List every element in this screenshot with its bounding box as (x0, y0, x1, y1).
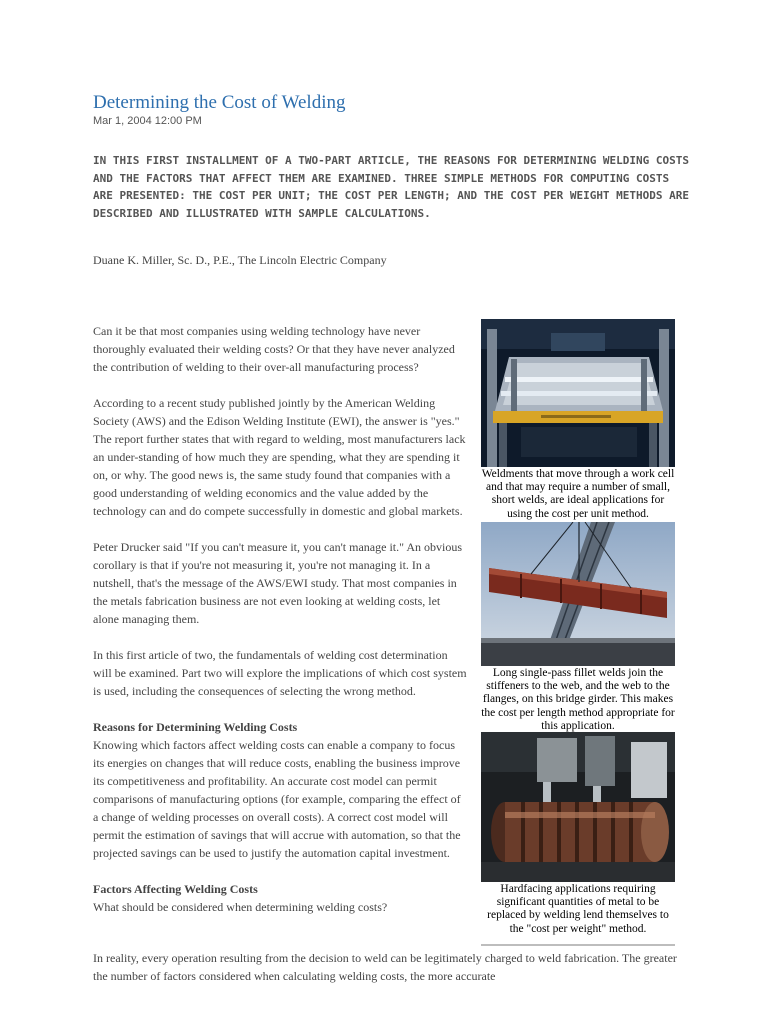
work-cell-photo (481, 319, 675, 467)
figure-work-cell (480, 319, 676, 521)
article-title: Determining the Cost of Welding (93, 92, 346, 113)
body-paragraph: Peter Drucker said "If you can't measure it, you can't manage it." An obvious corollary is that if you're not measuring it, you're not managing it. In a nutshell, that's the message of the AWS/EWI study. That most companies in the metals fabrication business are not even looking at welding costs, let alone managing them. (93, 540, 463, 626)
section-heading: Factors Affecting Welding Costs (93, 882, 258, 896)
section-heading: Reasons for Determining Welding Costs (93, 720, 298, 734)
figure-bridge-girder (480, 522, 676, 733)
figure-hardfacing (480, 732, 676, 936)
body-paragraph: Can it be that most companies using welding technology have never thoroughly evaluated their welding costs? Or that they have never analyzed the contribution of welding to their over-all manufacturing process? (93, 324, 455, 374)
body-paragraph: What should be considered when determining welding costs? (93, 900, 388, 914)
article-body (93, 322, 468, 934)
body-paragraph-wide: In reality, every operation resulting from the decision to weld can be legitimately charged to weld fabrication. The greater the number of factors considered when calculating welding costs, the more accurate (93, 951, 677, 983)
author-byline: Duane K. Miller, Sc. D., P.E., The Lincoln Electric Company (93, 253, 387, 267)
figure-divider (481, 944, 675, 946)
hardfacing-photo (481, 732, 675, 882)
figure-caption: Weldments that move through a work cell and that may require a number of small, short welds, are ideal applications for using the cost per unit method. (481, 468, 675, 520)
figure-caption: Long single-pass fillet welds join the stiffeners to the web, and the web to the flanges, on this bridge girder. This makes the cost per length method appropriate for this application. (481, 667, 675, 732)
bridge-girder-photo (481, 522, 675, 666)
publish-date: Mar 1, 2004 12:00 PM (93, 115, 202, 127)
body-paragraph: Knowing which factors affect welding costs can enable a company to focus its energies on changes that will reduce costs, enabling the business improve its competitiveness and profitability. An accurate cost model can permit comparisons of manufacturing options (for example, comparing the effect of a change of welding processes on overall costs). A correct cost model will permit the estimation of savings that will accrue with automation, so that the projected savings can be used to justify the automation capital investment. (93, 738, 461, 860)
article-summary: IN THIS FIRST INSTALLMENT OF A TWO-PART ARTICLE, THE REASONS FOR DETERMINING WELDING COSTS AND THE FACTORS THAT AFFECT THEM ARE EXAMINED. THREE SIMPLE METHODS FOR COMPUTING COSTS ARE PRESENTED: THE COST PER UNIT; THE COST PER LENGTH; AND THE COST PER WEIGHT METHODS ARE DESCRIBED AND ILLUSTRATED WITH SAMPLE CALCULATIONS. (93, 154, 690, 220)
figure-caption: Hardfacing applications requiring significant quantities of metal to be replaced by welding lend themselves to the "cost per weight" method. (487, 883, 669, 935)
body-paragraph: In this first article of two, the fundamentals of welding cost determination will be examined. Part two will explore the implications of which cost system is used, including the consequences of selecting the wrong method. (93, 648, 467, 698)
body-paragraph: According to a recent study published jointly by the American Welding Society (AWS) and the Edison Welding Institute (EWI), the answer is "yes." The report further states that with regard to welding, most manufacturers lack an under-standing of how much they are spending, what they are spending it on, or why. The good news is, the same study found that companies with a good understanding of welding economics and the value added by the technology can and do compete successfully in domestic and global markets. (93, 396, 466, 518)
